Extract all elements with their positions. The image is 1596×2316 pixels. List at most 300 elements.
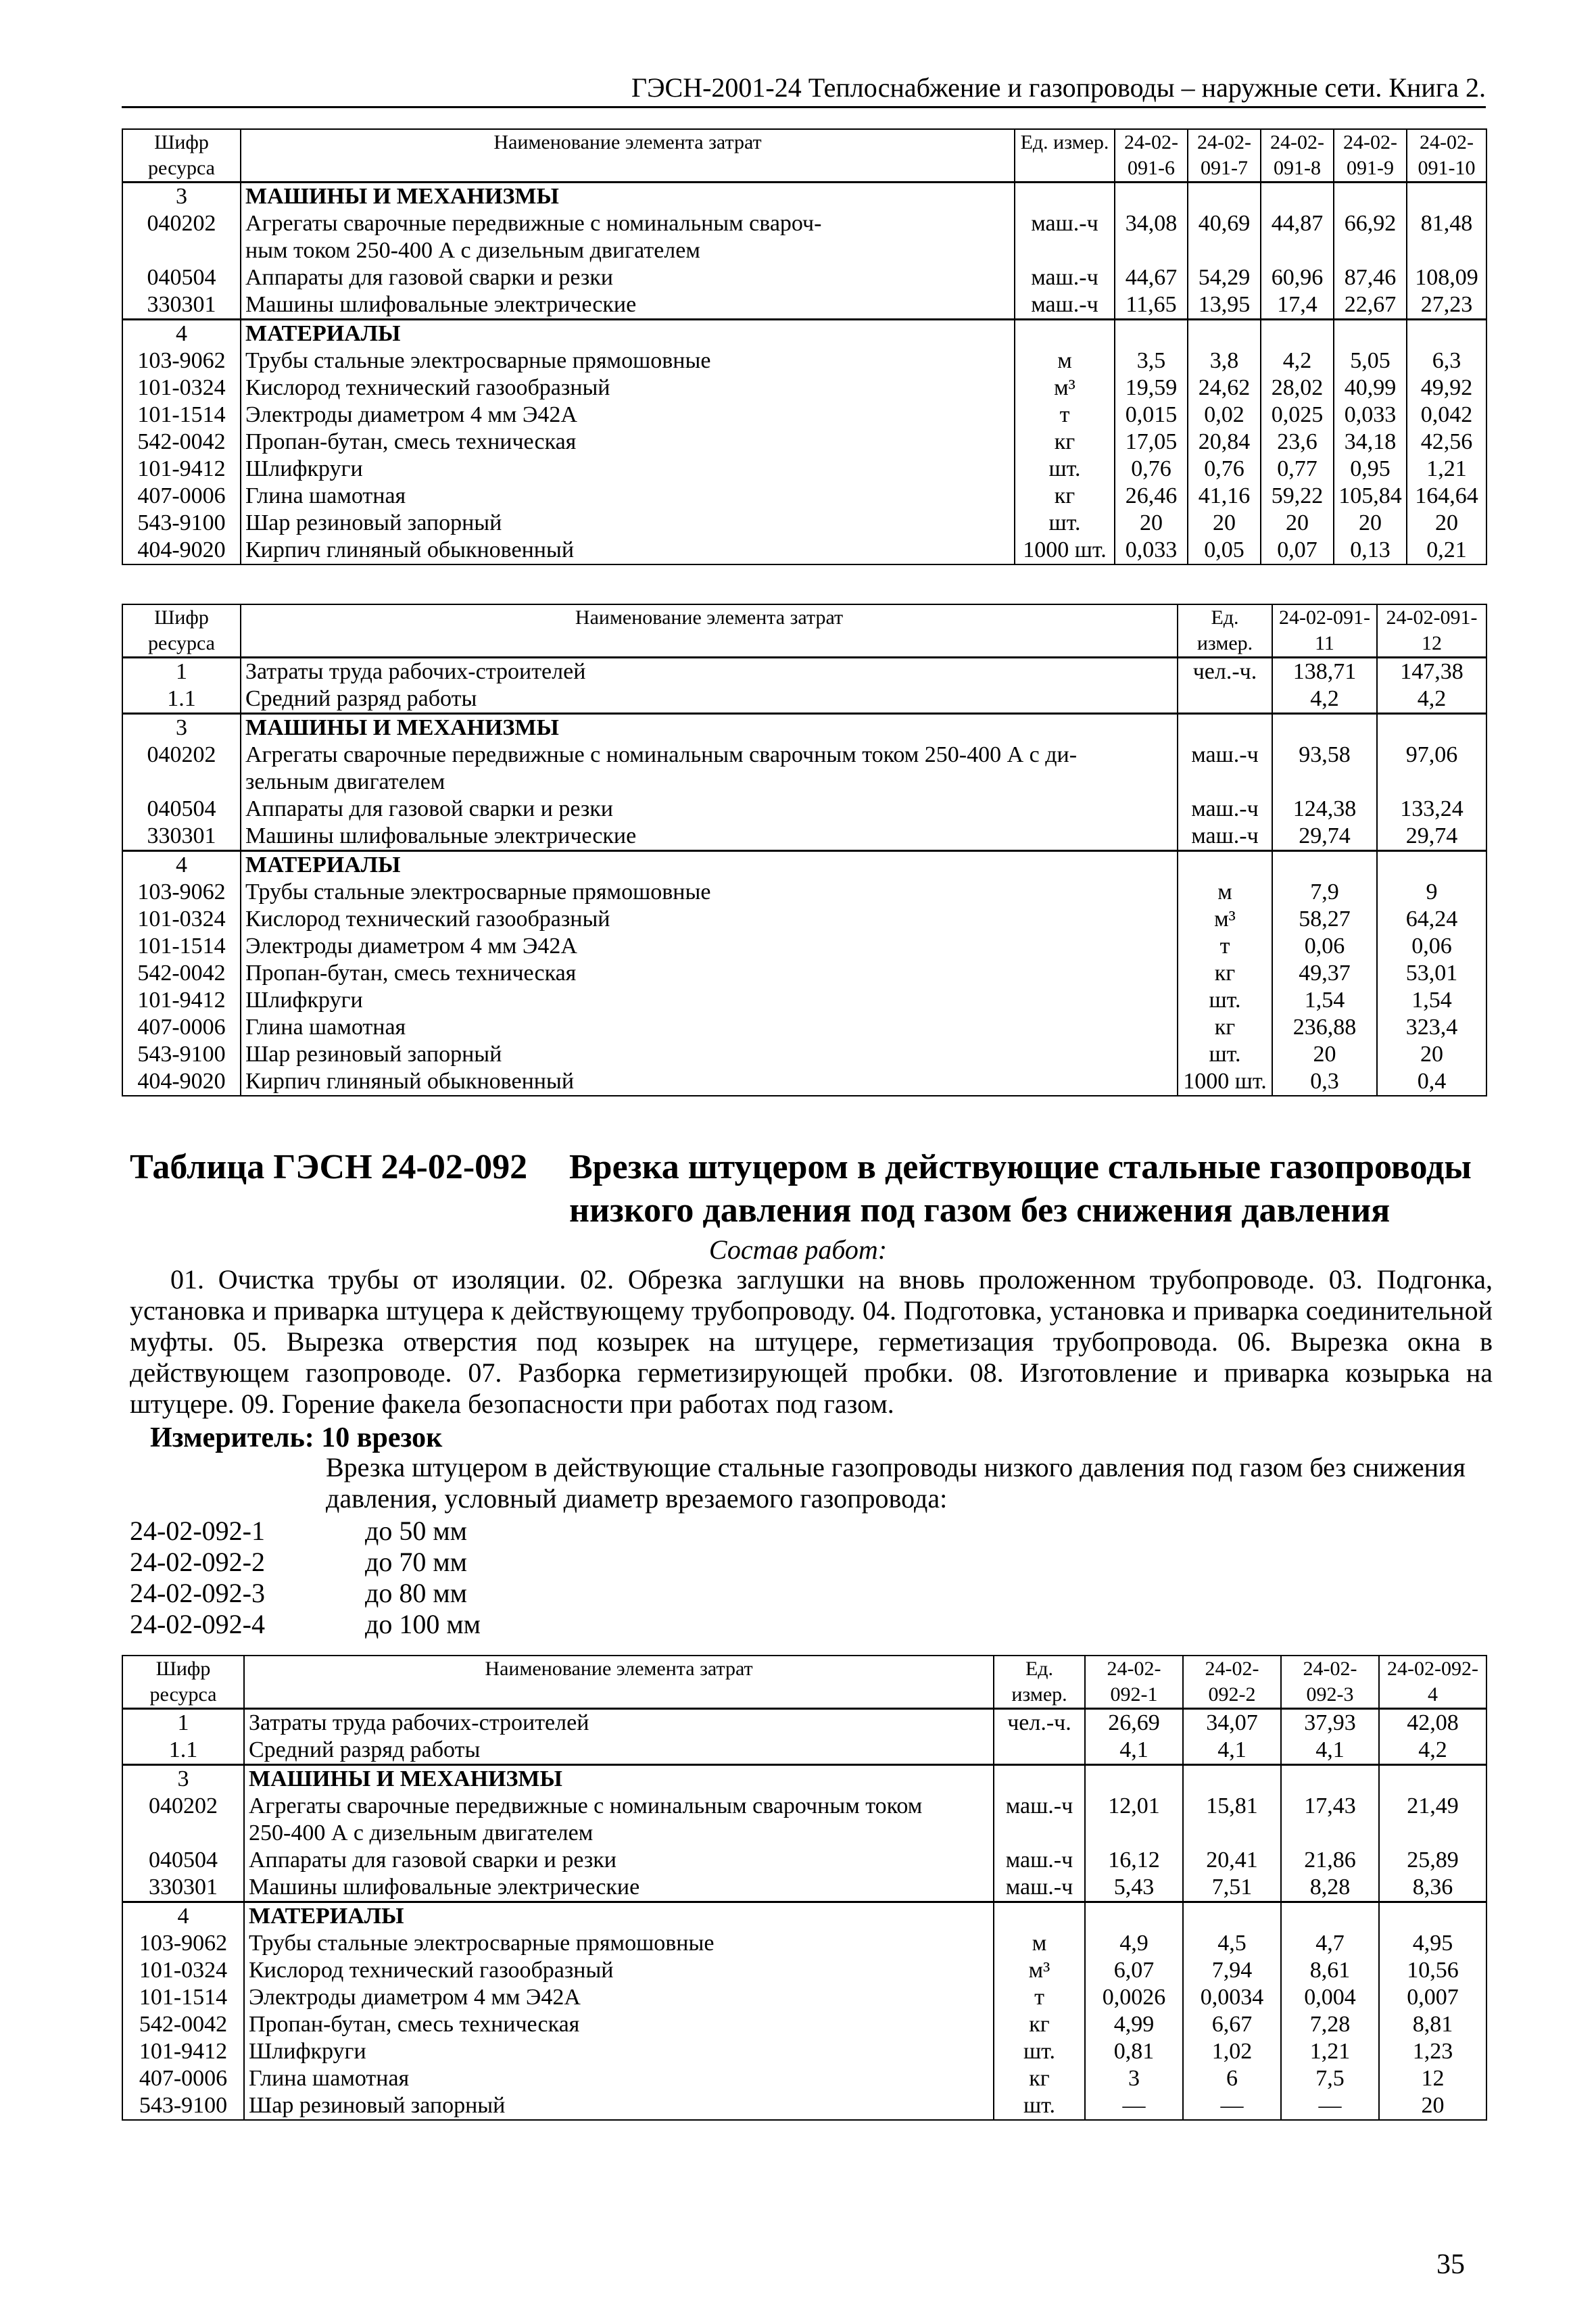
resource-code: 040504 bbox=[122, 264, 241, 291]
value-cell bbox=[1281, 1902, 1379, 1931]
table-row bbox=[122, 402, 1486, 429]
resource-code: 542-0042 bbox=[122, 960, 241, 987]
resource-name: Агрегаты сварочные передвижные с номинальным свароч- bbox=[241, 210, 1015, 237]
value-cell: 26,69 bbox=[1085, 1709, 1183, 1737]
value-cell: — bbox=[1085, 2092, 1183, 2120]
value-cell: 23,6 bbox=[1261, 429, 1334, 456]
header-col: 24-02-091-6 bbox=[1115, 129, 1188, 183]
value-cell: 0,76 bbox=[1188, 456, 1261, 483]
table-row bbox=[122, 1847, 1486, 1874]
resource-code: 103-9062 bbox=[122, 347, 241, 375]
unit: кг bbox=[994, 2011, 1085, 2038]
value-cell: 5,43 bbox=[1085, 1874, 1183, 1902]
unit: шт. bbox=[1015, 510, 1115, 537]
value-cell: 147,38 bbox=[1377, 658, 1486, 686]
condition-text: до 70 мм bbox=[365, 1547, 467, 1577]
value-cell: 21,49 bbox=[1379, 1793, 1486, 1820]
resource-name: Затраты труда рабочих-строителей bbox=[241, 658, 1178, 686]
value-cell: 26,46 bbox=[1115, 483, 1188, 510]
section-row bbox=[122, 320, 1486, 348]
table-row bbox=[122, 510, 1486, 537]
resource-code: 407-0006 bbox=[122, 483, 241, 510]
value-cell: 9 bbox=[1377, 879, 1486, 906]
value-cell: 17,43 bbox=[1281, 1793, 1379, 1820]
section-title: МАШИНЫ И МЕХАНИЗМЫ bbox=[241, 183, 1015, 211]
resource-code: 103-9062 bbox=[122, 879, 241, 906]
value-cell: 4,2 bbox=[1379, 1737, 1486, 1765]
unit: м bbox=[994, 1930, 1085, 1957]
unit: кг bbox=[1178, 960, 1272, 987]
value-cell: 4,2 bbox=[1272, 685, 1377, 714]
table-row bbox=[122, 237, 1486, 264]
value-cell: 7,5 bbox=[1281, 2065, 1379, 2092]
value-cell: 4,1 bbox=[1085, 1737, 1183, 1765]
resource-code: 101-0324 bbox=[122, 1957, 244, 1984]
header-col: 24-02-091-12 bbox=[1377, 604, 1486, 658]
value-cell: 24,62 bbox=[1188, 375, 1261, 402]
resource-name: Шар резиновый запорный bbox=[241, 1041, 1178, 1068]
value-cell: 44,67 bbox=[1115, 264, 1188, 291]
value-cell: 60,96 bbox=[1261, 264, 1334, 291]
unit bbox=[1178, 714, 1272, 742]
table-row bbox=[122, 375, 1486, 402]
resource-code: 040202 bbox=[122, 742, 241, 769]
value-cell: 54,29 bbox=[1188, 264, 1261, 291]
value-cell: 27,23 bbox=[1407, 291, 1486, 320]
table-row bbox=[122, 879, 1486, 906]
value-cell: 1,23 bbox=[1379, 2038, 1486, 2065]
value-cell bbox=[1407, 320, 1486, 348]
unit: шт. bbox=[1178, 987, 1272, 1014]
value-cell: 5,05 bbox=[1334, 347, 1407, 375]
unit: маш.-ч bbox=[1178, 742, 1272, 769]
table-row bbox=[122, 906, 1486, 933]
resource-name: Пропан-бутан, смесь техническая bbox=[241, 960, 1178, 987]
table-row bbox=[122, 1014, 1486, 1041]
value-cell: 0,95 bbox=[1334, 456, 1407, 483]
unit: кг bbox=[1015, 483, 1115, 510]
value-cell: 8,81 bbox=[1379, 2011, 1486, 2038]
value-cell bbox=[1272, 769, 1377, 796]
resource-code: 542-0042 bbox=[122, 429, 241, 456]
value-cell: 29,74 bbox=[1377, 823, 1486, 851]
section-title: МАШИНЫ И МЕХАНИЗМЫ bbox=[244, 1765, 994, 1793]
resource-name: Глина шамотная bbox=[241, 1014, 1178, 1041]
unit: маш.-ч bbox=[1015, 210, 1115, 237]
unit bbox=[994, 1820, 1085, 1847]
value-cell: 34,07 bbox=[1183, 1709, 1281, 1737]
value-cell bbox=[1377, 769, 1486, 796]
value-cell: 12,01 bbox=[1085, 1793, 1183, 1820]
value-cell bbox=[1085, 1765, 1183, 1793]
section-row bbox=[122, 183, 1486, 211]
table-row bbox=[122, 1709, 1486, 1737]
unit: маш.-ч bbox=[1178, 823, 1272, 851]
value-cell: 20 bbox=[1115, 510, 1188, 537]
resource-name: Кислород технический газообразный bbox=[244, 1957, 994, 1984]
table-row bbox=[122, 2038, 1486, 2065]
value-cell: 8,61 bbox=[1281, 1957, 1379, 1984]
value-cell: 20 bbox=[1261, 510, 1334, 537]
header-col: 24-02-092-3 bbox=[1281, 1656, 1379, 1709]
value-cell: 0,025 bbox=[1261, 402, 1334, 429]
condition-row bbox=[130, 1516, 481, 1547]
header-name: Наименование элемента затрат bbox=[241, 604, 1178, 658]
value-cell: 20,84 bbox=[1188, 429, 1261, 456]
resource-code: 101-9412 bbox=[122, 987, 241, 1014]
resource-code: 101-9412 bbox=[122, 2038, 244, 2065]
unit: кг bbox=[994, 2065, 1085, 2092]
section-title: МАТЕРИАЛЫ bbox=[241, 851, 1178, 879]
value-cell: 0,81 bbox=[1085, 2038, 1183, 2065]
table-row bbox=[122, 1957, 1486, 1984]
header-unit: Ед. измер. bbox=[1178, 604, 1272, 658]
table-row bbox=[122, 685, 1486, 714]
value-cell bbox=[1085, 1820, 1183, 1847]
resource-code: 101-0324 bbox=[122, 375, 241, 402]
condition-text: до 50 мм bbox=[365, 1516, 467, 1546]
value-cell: 20 bbox=[1334, 510, 1407, 537]
value-cell bbox=[1272, 851, 1377, 879]
resource-code: 040504 bbox=[122, 1847, 244, 1874]
resource-table-092 bbox=[122, 1655, 1487, 2121]
table-description: Врезка штуцером в действующие стальные газопроводы низкого давления под газом без снижения давления, условный диаметр врезаемого газопровода: bbox=[326, 1452, 1466, 1514]
resource-name: Кислород технический газообразный bbox=[241, 375, 1015, 402]
value-cell: 4,95 bbox=[1379, 1930, 1486, 1957]
unit bbox=[994, 1765, 1085, 1793]
value-cell bbox=[1334, 237, 1407, 264]
value-cell: 1,21 bbox=[1407, 456, 1486, 483]
value-cell: 97,06 bbox=[1377, 742, 1486, 769]
value-cell: 6,67 bbox=[1183, 2011, 1281, 2038]
condition-row bbox=[130, 1609, 481, 1640]
resource-code: 404-9020 bbox=[122, 537, 241, 564]
value-cell: 236,88 bbox=[1272, 1014, 1377, 1041]
resource-name: Электроды диаметром 4 мм Э42А bbox=[244, 1984, 994, 2011]
value-cell: 0,77 bbox=[1261, 456, 1334, 483]
resource-code: 4 bbox=[122, 1902, 244, 1931]
table-row bbox=[122, 483, 1486, 510]
resource-name: Шлифкруги bbox=[241, 456, 1015, 483]
resource-code: 101-1514 bbox=[122, 1984, 244, 2011]
condition-code: 24-02-092-1 bbox=[130, 1516, 265, 1546]
unit: шт. bbox=[1015, 456, 1115, 483]
value-cell: 15,81 bbox=[1183, 1793, 1281, 1820]
resource-code: 330301 bbox=[122, 1874, 244, 1902]
value-cell bbox=[1407, 237, 1486, 264]
resource-name: Трубы стальные электросварные прямошовные bbox=[241, 347, 1015, 375]
resource-code: 101-1514 bbox=[122, 933, 241, 960]
resource-code: 542-0042 bbox=[122, 2011, 244, 2038]
value-cell: 17,05 bbox=[1115, 429, 1188, 456]
value-cell: 58,27 bbox=[1272, 906, 1377, 933]
value-cell: 133,24 bbox=[1377, 796, 1486, 823]
value-cell: 34,18 bbox=[1334, 429, 1407, 456]
value-cell: 4,1 bbox=[1281, 1737, 1379, 1765]
value-cell: 0,07 bbox=[1261, 537, 1334, 564]
resource-name: зельным двигателем bbox=[241, 769, 1178, 796]
value-cell: 12 bbox=[1379, 2065, 1486, 2092]
value-cell: 0,042 bbox=[1407, 402, 1486, 429]
resource-name: Кирпич глиняный обыкновенный bbox=[241, 537, 1015, 564]
header-unit: Ед. измер. bbox=[1015, 129, 1115, 183]
resource-name: Средний разряд работы bbox=[244, 1737, 994, 1765]
resource-name: Машины шлифовальные электрические bbox=[244, 1874, 994, 1902]
izmeritel: Измеритель: 10 врезок bbox=[150, 1422, 443, 1453]
resource-code bbox=[122, 237, 241, 264]
resource-code: 407-0006 bbox=[122, 2065, 244, 2092]
condition-code: 24-02-092-3 bbox=[130, 1578, 265, 1608]
unit bbox=[994, 1737, 1085, 1765]
value-cell: 7,28 bbox=[1281, 2011, 1379, 2038]
resource-code: 1.1 bbox=[122, 1737, 244, 1765]
condition-code: 24-02-092-4 bbox=[130, 1609, 265, 1639]
table-row bbox=[122, 291, 1486, 320]
header-name: Наименование элемента затрат bbox=[241, 129, 1015, 183]
unit: чел.-ч. bbox=[994, 1709, 1085, 1737]
value-cell: 28,02 bbox=[1261, 375, 1334, 402]
resource-name: Шлифкруги bbox=[244, 2038, 994, 2065]
value-cell: 8,36 bbox=[1379, 1874, 1486, 1902]
header-col: 24-02-092-2 bbox=[1183, 1656, 1281, 1709]
unit: маш.-ч bbox=[994, 1874, 1085, 1902]
value-cell bbox=[1272, 714, 1377, 742]
value-cell: 44,87 bbox=[1261, 210, 1334, 237]
header-col: 24-02-092-1 bbox=[1085, 1656, 1183, 1709]
page-number: 35 bbox=[1436, 2249, 1465, 2280]
header-col: 24-02-091-7 bbox=[1188, 129, 1261, 183]
value-cell bbox=[1334, 320, 1407, 348]
value-cell: 0,015 bbox=[1115, 402, 1188, 429]
value-cell: 20 bbox=[1407, 510, 1486, 537]
resource-name: Аппараты для газовой сварки и резки bbox=[244, 1847, 994, 1874]
value-cell bbox=[1115, 183, 1188, 211]
header-col: 24-02-091-8 bbox=[1261, 129, 1334, 183]
value-cell: 25,89 bbox=[1379, 1847, 1486, 1874]
resource-name: Аппараты для газовой сварки и резки bbox=[241, 796, 1178, 823]
unit bbox=[1178, 685, 1272, 714]
table-row bbox=[122, 1737, 1486, 1765]
unit: 1000 шт. bbox=[1015, 537, 1115, 564]
unit: кг bbox=[1015, 429, 1115, 456]
value-cell: 7,51 bbox=[1183, 1874, 1281, 1902]
table-row bbox=[122, 1041, 1486, 1068]
resource-name: Кислород технический газообразный bbox=[241, 906, 1178, 933]
value-cell: 59,22 bbox=[1261, 483, 1334, 510]
value-cell: 22,67 bbox=[1334, 291, 1407, 320]
value-cell: 19,59 bbox=[1115, 375, 1188, 402]
value-cell: 7,94 bbox=[1183, 1957, 1281, 1984]
value-cell: 11,65 bbox=[1115, 291, 1188, 320]
resource-name: Машины шлифовальные электрические bbox=[241, 823, 1178, 851]
value-cell: 0,033 bbox=[1334, 402, 1407, 429]
value-cell: 0,033 bbox=[1115, 537, 1188, 564]
value-cell bbox=[1115, 237, 1188, 264]
resource-code: 4 bbox=[122, 320, 241, 348]
table-row bbox=[122, 264, 1486, 291]
value-cell: 0,05 bbox=[1188, 537, 1261, 564]
unit bbox=[1015, 237, 1115, 264]
resource-code: 101-0324 bbox=[122, 906, 241, 933]
value-cell: 0,0034 bbox=[1183, 1984, 1281, 2011]
condition-row bbox=[130, 1578, 481, 1609]
value-cell: 4,2 bbox=[1377, 685, 1486, 714]
value-cell: 3,8 bbox=[1188, 347, 1261, 375]
value-cell: 164,64 bbox=[1407, 483, 1486, 510]
value-cell: 3 bbox=[1085, 2065, 1183, 2092]
value-cell: 66,92 bbox=[1334, 210, 1407, 237]
table-row bbox=[122, 210, 1486, 237]
table-row bbox=[122, 1874, 1486, 1902]
value-cell: 1,02 bbox=[1183, 2038, 1281, 2065]
resource-name: Средний разряд работы bbox=[241, 685, 1178, 714]
resource-code: 3 bbox=[122, 1765, 244, 1793]
resource-code: 1.1 bbox=[122, 685, 241, 714]
value-cell: 0,06 bbox=[1377, 933, 1486, 960]
unit: м bbox=[1178, 879, 1272, 906]
value-cell: 1,21 bbox=[1281, 2038, 1379, 2065]
table-row bbox=[122, 429, 1486, 456]
resource-name: Глина шамотная bbox=[244, 2065, 994, 2092]
value-cell: 20 bbox=[1272, 1041, 1377, 1068]
resource-code: 3 bbox=[122, 183, 241, 211]
value-cell: 1,54 bbox=[1272, 987, 1377, 1014]
value-cell bbox=[1334, 183, 1407, 211]
unit bbox=[1015, 320, 1115, 348]
resource-code: 101-1514 bbox=[122, 402, 241, 429]
value-cell bbox=[1261, 237, 1334, 264]
value-cell: 64,24 bbox=[1377, 906, 1486, 933]
header-code: Шифр ресурса bbox=[122, 604, 241, 658]
header-code: Шифр ресурса bbox=[122, 129, 241, 183]
resource-name: Затраты труда рабочих-строителей bbox=[244, 1709, 994, 1737]
resource-code: 103-9062 bbox=[122, 1930, 244, 1957]
resource-name: Агрегаты сварочные передвижные с номинальным сварочным током 250-400 А с ди- bbox=[241, 742, 1178, 769]
table-title: Таблица ГЭСН 24-02-092 bbox=[130, 1148, 528, 1186]
header-unit: Ед. измер. bbox=[994, 1656, 1085, 1709]
resource-code bbox=[122, 769, 241, 796]
value-cell bbox=[1261, 320, 1334, 348]
value-cell: 8,28 bbox=[1281, 1874, 1379, 1902]
table-row bbox=[122, 2092, 1486, 2120]
header-col: 24-02-092-4 bbox=[1379, 1656, 1486, 1709]
resource-name: 250-400 А с дизельным двигателем bbox=[244, 1820, 994, 1847]
value-cell bbox=[1188, 237, 1261, 264]
table-row bbox=[122, 987, 1486, 1014]
resource-name: Трубы стальные электросварные прямошовные bbox=[244, 1930, 994, 1957]
resource-code: 407-0006 bbox=[122, 1014, 241, 1041]
value-cell: 124,38 bbox=[1272, 796, 1377, 823]
value-cell bbox=[1188, 320, 1261, 348]
value-cell: 0,06 bbox=[1272, 933, 1377, 960]
value-cell: 53,01 bbox=[1377, 960, 1486, 987]
resource-code: 4 bbox=[122, 851, 241, 879]
resource-code: 040504 bbox=[122, 796, 241, 823]
table-row bbox=[122, 347, 1486, 375]
table-row bbox=[122, 960, 1486, 987]
value-cell: 7,9 bbox=[1272, 879, 1377, 906]
value-cell: 10,56 bbox=[1379, 1957, 1486, 1984]
value-cell: 37,93 bbox=[1281, 1709, 1379, 1737]
table-row bbox=[122, 658, 1486, 686]
unit: м³ bbox=[994, 1957, 1085, 1984]
unit: т bbox=[1178, 933, 1272, 960]
value-cell: 4,99 bbox=[1085, 2011, 1183, 2038]
value-cell: 17,4 bbox=[1261, 291, 1334, 320]
value-cell: 49,37 bbox=[1272, 960, 1377, 987]
unit: чел.-ч. bbox=[1178, 658, 1272, 686]
unit: т bbox=[994, 1984, 1085, 2011]
resource-name: Глина шамотная bbox=[241, 483, 1015, 510]
resource-table-091-6-10 bbox=[122, 128, 1487, 565]
section-title: МАТЕРИАЛЫ bbox=[244, 1902, 994, 1931]
value-cell bbox=[1188, 183, 1261, 211]
value-cell: 4,5 bbox=[1183, 1930, 1281, 1957]
resource-code: 404-9020 bbox=[122, 1068, 241, 1096]
value-cell bbox=[1115, 320, 1188, 348]
value-cell bbox=[1085, 1902, 1183, 1931]
unit: шт. bbox=[1178, 1041, 1272, 1068]
resource-name: Трубы стальные электросварные прямошовные bbox=[241, 879, 1178, 906]
table-row bbox=[122, 1930, 1486, 1957]
unit bbox=[1015, 183, 1115, 211]
resource-name: Электроды диаметром 4 мм Э42А bbox=[241, 402, 1015, 429]
unit: маш.-ч bbox=[1178, 796, 1272, 823]
unit bbox=[994, 1902, 1085, 1931]
resource-code: 330301 bbox=[122, 823, 241, 851]
resource-code: 101-9412 bbox=[122, 456, 241, 483]
value-cell: 105,84 bbox=[1334, 483, 1407, 510]
resource-name: ным током 250-400 А с дизельным двигателем bbox=[241, 237, 1015, 264]
value-cell: 93,58 bbox=[1272, 742, 1377, 769]
table-row bbox=[122, 1820, 1486, 1847]
value-cell: 323,4 bbox=[1377, 1014, 1486, 1041]
value-cell: 40,69 bbox=[1188, 210, 1261, 237]
table-row bbox=[122, 769, 1486, 796]
resource-name: Шлифкруги bbox=[241, 987, 1178, 1014]
table-row bbox=[122, 537, 1486, 564]
value-cell: 138,71 bbox=[1272, 658, 1377, 686]
unit: кг bbox=[1178, 1014, 1272, 1041]
resource-code: 1 bbox=[122, 658, 241, 686]
unit: маш.-ч bbox=[1015, 291, 1115, 320]
value-cell: 81,48 bbox=[1407, 210, 1486, 237]
table-row bbox=[122, 1068, 1486, 1096]
unit: т bbox=[1015, 402, 1115, 429]
table-row bbox=[122, 823, 1486, 851]
unit: 1000 шт. bbox=[1178, 1068, 1272, 1096]
section-row bbox=[122, 714, 1486, 742]
value-cell: 0,13 bbox=[1334, 537, 1407, 564]
value-cell: 13,95 bbox=[1188, 291, 1261, 320]
value-cell: 20,41 bbox=[1183, 1847, 1281, 1874]
unit bbox=[1178, 769, 1272, 796]
value-cell bbox=[1183, 1902, 1281, 1931]
value-cell: 3,5 bbox=[1115, 347, 1188, 375]
unit: шт. bbox=[994, 2092, 1085, 2120]
resource-name: Электроды диаметром 4 мм Э42А bbox=[241, 933, 1178, 960]
value-cell: 20 bbox=[1379, 2092, 1486, 2120]
value-cell: 40,99 bbox=[1334, 375, 1407, 402]
header-name: Наименование элемента затрат bbox=[244, 1656, 994, 1709]
value-cell: 87,46 bbox=[1334, 264, 1407, 291]
value-cell: 0,02 bbox=[1188, 402, 1261, 429]
value-cell: 4,2 bbox=[1261, 347, 1334, 375]
value-cell bbox=[1377, 714, 1486, 742]
resource-code: 3 bbox=[122, 714, 241, 742]
value-cell: 0,76 bbox=[1115, 456, 1188, 483]
table-row bbox=[122, 796, 1486, 823]
